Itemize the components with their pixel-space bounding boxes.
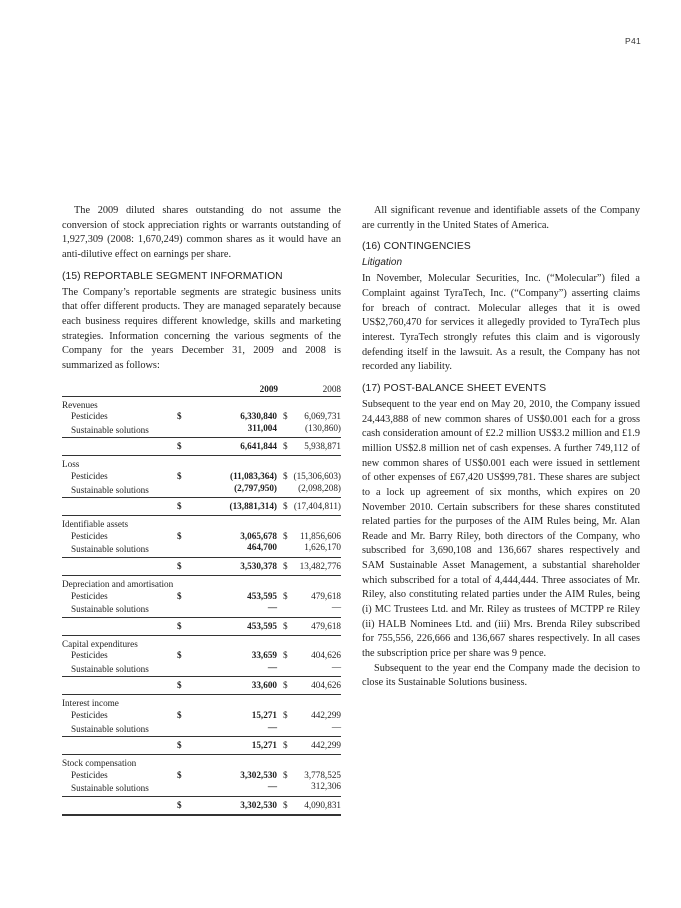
group-title: Interest income: [62, 698, 119, 709]
value-2008: [277, 800, 341, 810]
section-17-body: Subsequent to the year end on May 20, 2010, the Company issued 24,443,888 of new common shares of US$0.001 each for a gross cash consideration amount of £2.2 million US$3.2 million and £1.9 million US$2.8 million net of cash expenses. A further 749,112 of new common shares of US$0.001 each were issued in settlement of other expenses of £67,420 US$99,781. These shares are subject to a lock up agreement of six months, which expires on 20 November 2010. Certain subscribers for these shares constituted related parties for the purposes of the AIM Rules being, Mr. Alan Reade and Mr. Barry Riley, both directors of the Company, who subscribed for 3,690,108 and 136,667 shares respectively and SAM Sustainable Asset Management, a substantial shareholder which subscribed for a total of 4,444,444. Three associates of Mr. Riley, also constituting related parties under the AIM Rules, being (i) MC Trustees Ltd. and Mr. Riley as trustees of MCTPP re Riley (ii) HALB Nominees Ltd. and (iii) Mrs. Brenda Riley subscribed for 755,556, 226,666 and 136,667 shares respectively. In all cases the subscription price per share was 9 pence.: [362, 398, 640, 660]
amount-2009: 15,271: [251, 710, 277, 721]
currency-symbol: $: [177, 650, 182, 661]
row-label: Sustainable solutions: [71, 484, 149, 495]
table-row: [62, 770, 341, 782]
total-row: [62, 557, 341, 573]
value-2009: [177, 542, 277, 552]
amount-2009: —: [267, 602, 277, 613]
group-title-row: [62, 400, 341, 412]
value-2009: [177, 710, 277, 720]
value-2009: [177, 483, 277, 493]
amount-2009: —: [267, 781, 277, 792]
amount-2008: 479,618: [311, 620, 341, 631]
value-2008: [277, 722, 341, 732]
amount-2009: 3,302,530: [240, 800, 277, 811]
currency-symbol: [283, 542, 291, 552]
total-row: [62, 676, 341, 692]
currency-symbol: [283, 781, 291, 791]
amount-2009: 6,641,844: [240, 441, 277, 452]
row-label: Sustainable solutions: [71, 544, 149, 555]
table-row: [62, 722, 341, 734]
currency-symbol: [177, 662, 185, 672]
table-row: [62, 542, 341, 554]
amount-2008: —: [331, 602, 341, 613]
currency-symbol: $: [177, 769, 182, 780]
currency-symbol: [283, 602, 291, 612]
value-2009: [177, 411, 277, 421]
value-2009: [177, 501, 277, 511]
amount-2008: 13,482,776: [299, 560, 341, 571]
value-2008: [277, 483, 341, 493]
value-2008: [277, 710, 341, 720]
currency-symbol: $: [283, 710, 288, 721]
amount-2009: (13,881,314): [229, 501, 277, 512]
value-2009: [177, 680, 277, 690]
table-group: [62, 695, 341, 755]
value-2008: [277, 542, 341, 552]
value-2009: [177, 800, 277, 810]
amount-2008: 11,856,606: [299, 530, 341, 541]
total-row: [62, 617, 341, 633]
currency-symbol: $: [177, 560, 182, 571]
left-column: [62, 204, 341, 816]
value-2009: [177, 471, 277, 481]
segment-table: [62, 380, 341, 816]
value-2009: [177, 650, 277, 660]
value-2008: [277, 602, 341, 612]
litigation-subheading: Litigation: [362, 257, 403, 269]
row-label: Pesticides: [71, 590, 108, 601]
table-group: [62, 576, 341, 636]
value-2008: [277, 591, 341, 601]
value-2009: [177, 561, 277, 571]
table-group: [62, 516, 341, 576]
total-row: [62, 437, 341, 453]
amount-2008: 479,618: [311, 590, 341, 601]
row-label: Pesticides: [71, 411, 108, 422]
total-row: [62, 796, 341, 812]
value-2009: [177, 781, 277, 791]
group-title-row: [62, 519, 341, 531]
table-row: [62, 662, 341, 674]
value-2009: [177, 662, 277, 672]
group-title: Loss: [62, 459, 80, 470]
table-row: [62, 710, 341, 722]
value-2008: [277, 650, 341, 660]
amount-2008: (130,860): [305, 422, 341, 433]
table-row: [62, 531, 341, 543]
value-2008: [277, 501, 341, 511]
section-15-body: The Company’s reportable segments are strategic business units that offer different products. They are managed separately because each business requires different knowledge, skills and marketing strategies. Information concerning the various segments of the Company for the years December 31, 2009 and 2008 is summarized as follows:: [62, 286, 341, 371]
row-label: Sustainable solutions: [71, 604, 149, 615]
value-2009: [177, 722, 277, 732]
amount-2008: 404,626: [311, 680, 341, 691]
amount-2008: 404,626: [311, 650, 341, 661]
amount-2008: 6,069,731: [304, 411, 341, 422]
row-label: Pesticides: [71, 470, 108, 481]
table-row: [62, 471, 341, 483]
amount-2009: —: [267, 721, 277, 732]
value-2009: [177, 423, 277, 433]
value-2009: [177, 591, 277, 601]
amount-2009: 453,595: [247, 590, 277, 601]
amount-2009: —: [267, 661, 277, 672]
group-title-row: [62, 698, 341, 710]
table-group: [62, 755, 341, 816]
value-2008: [277, 531, 341, 541]
value-2008: [277, 662, 341, 672]
amount-2008: (17,404,811): [293, 501, 341, 512]
row-label: Pesticides: [71, 530, 108, 541]
table-row: [62, 591, 341, 603]
currency-symbol: $: [283, 590, 288, 601]
currency-symbol: $: [177, 680, 182, 691]
currency-symbol: [177, 722, 185, 732]
diluted-shares-paragraph: The 2009 diluted shares outstanding do not assume the conversion of stock appreciation rights or warrants outstanding of 1,927,309 (2008: 1,670,249) common shares as it would have an anti-dilutive effect on earnings per share.: [62, 205, 341, 260]
table-group: [62, 456, 341, 516]
header-2009: 2009: [259, 383, 278, 394]
currency-symbol: [283, 722, 291, 732]
value-2008: [277, 471, 341, 481]
amount-2009: 15,271: [251, 740, 277, 751]
amount-2008: —: [331, 661, 341, 672]
amount-2009: 311,004: [247, 422, 277, 433]
currency-symbol: [177, 602, 185, 612]
group-title-row: [62, 758, 341, 770]
amount-2008: 4,090,831: [304, 800, 341, 811]
currency-symbol: $: [177, 710, 182, 721]
amount-2009: 453,595: [247, 620, 277, 631]
row-label: Pesticides: [71, 769, 108, 780]
table-group: [62, 397, 341, 457]
currency-symbol: [177, 483, 185, 493]
currency-symbol: [283, 423, 291, 433]
currency-symbol: [177, 423, 185, 433]
value-2008: [277, 740, 341, 750]
amount-2008: 442,299: [311, 740, 341, 751]
table-row: [62, 423, 341, 435]
currency-symbol: $: [177, 411, 182, 422]
currency-symbol: $: [283, 620, 288, 631]
row-label: Pesticides: [71, 650, 108, 661]
table-header: [62, 380, 341, 397]
section-17-closing: Subsequent to the year end the Company made the decision to close its Sustainable Solutions business.: [362, 662, 640, 689]
amount-2008: (2,098,208): [298, 482, 341, 493]
value-2008: [277, 770, 341, 780]
currency-symbol: $: [283, 441, 288, 452]
section-15-heading: (15) REPORTABLE SEGMENT INFORMATION: [62, 270, 283, 282]
group-title-row: [62, 459, 341, 471]
amount-2008: —: [331, 721, 341, 732]
amount-2009: 3,530,378: [240, 560, 277, 571]
value-2009: [177, 441, 277, 451]
currency-symbol: $: [283, 740, 288, 751]
table-row: [62, 781, 341, 793]
section-16-heading: (16) CONTINGENCIES: [362, 241, 471, 253]
right-column: [362, 204, 640, 691]
group-title: Identifiable assets: [62, 519, 129, 530]
currency-symbol: $: [283, 769, 288, 780]
amount-2008: 3,778,525: [304, 769, 341, 780]
value-2008: [277, 680, 341, 690]
currency-symbol: $: [177, 441, 182, 452]
amount-2009: 6,330,840: [240, 411, 277, 422]
group-title: Revenues: [62, 399, 98, 410]
value-2008: [277, 781, 341, 791]
amount-2009: 3,065,678: [240, 530, 277, 541]
currency-symbol: $: [177, 740, 182, 751]
value-2008: [277, 441, 341, 451]
group-title: Stock compensation: [62, 758, 137, 769]
section-17-heading: (17) POST-BALANCE SHEET EVENTS: [362, 382, 547, 394]
value-2008: [277, 423, 341, 433]
amount-2009: (2,797,950): [234, 482, 277, 493]
value-2008: [277, 621, 341, 631]
row-label: Pesticides: [71, 710, 108, 721]
row-label: Sustainable solutions: [71, 663, 149, 674]
value-2009: [177, 740, 277, 750]
currency-symbol: $: [177, 530, 182, 541]
currency-symbol: $: [283, 530, 288, 541]
amount-2009: 464,700: [247, 542, 277, 553]
currency-symbol: $: [177, 620, 182, 631]
total-row: [62, 736, 341, 752]
amount-2008: (15,306,603): [293, 470, 341, 481]
revenue-location-paragraph: All significant revenue and identifiable assets of the Company are currently in the United States of America.: [362, 205, 640, 231]
currency-symbol: $: [283, 470, 288, 481]
row-label: Sustainable solutions: [71, 723, 149, 734]
group-title-row: [62, 639, 341, 651]
currency-symbol: [283, 483, 291, 493]
group-title: Capital expenditures: [62, 638, 138, 649]
amount-2009: (11,083,364): [230, 470, 277, 481]
currency-symbol: $: [283, 800, 288, 811]
amount-2009: 33,659: [251, 650, 277, 661]
total-row: [62, 497, 341, 513]
table-row: [62, 602, 341, 614]
value-2009: [177, 770, 277, 780]
section-16-body: In November, Molecular Securities, Inc. (“Molecular”) filed a Complaint against TyraTech, Inc. (“Company”) asserting claims for breach of contract. Molecular alleges that it is owed US$2,760,470 for services it allegedly provided to TyraTech plus interest. TyraTech strongly refutes this claim and is vigorously defending itself in the lawsuit. As a result, the Company has not recorded any liability.: [362, 273, 640, 373]
amount-2008: 1,626,170: [304, 542, 341, 553]
row-label: Sustainable solutions: [71, 424, 149, 435]
currency-symbol: [177, 542, 185, 552]
currency-symbol: $: [283, 411, 288, 422]
value-2009: [177, 621, 277, 631]
group-title-row: [62, 579, 341, 591]
row-label: Sustainable solutions: [71, 783, 149, 794]
currency-symbol: $: [283, 650, 288, 661]
amount-2008: 442,299: [311, 710, 341, 721]
currency-symbol: $: [177, 501, 182, 512]
page-number: P41: [624, 36, 641, 46]
table-row: [62, 411, 341, 423]
table-row: [62, 650, 341, 662]
amount-2009: 3,302,530: [240, 769, 277, 780]
currency-symbol: $: [283, 560, 288, 571]
value-2009: [177, 531, 277, 541]
amount-2008: 312,306: [311, 781, 341, 792]
currency-symbol: [283, 662, 291, 672]
currency-symbol: $: [283, 501, 288, 512]
currency-symbol: $: [177, 800, 182, 811]
table-row: [62, 483, 341, 495]
group-title: Depreciation and amortisation: [62, 578, 174, 589]
value-2009: [177, 602, 277, 612]
currency-symbol: $: [283, 680, 288, 691]
currency-symbol: $: [177, 470, 182, 481]
header-2008: 2008: [322, 383, 341, 394]
table-group: [62, 636, 341, 696]
value-2008: [277, 561, 341, 571]
amount-2009: 33,600: [251, 680, 277, 691]
currency-symbol: $: [177, 590, 182, 601]
currency-symbol: [177, 781, 185, 791]
amount-2008: 5,938,871: [304, 441, 341, 452]
value-2008: [277, 411, 341, 421]
